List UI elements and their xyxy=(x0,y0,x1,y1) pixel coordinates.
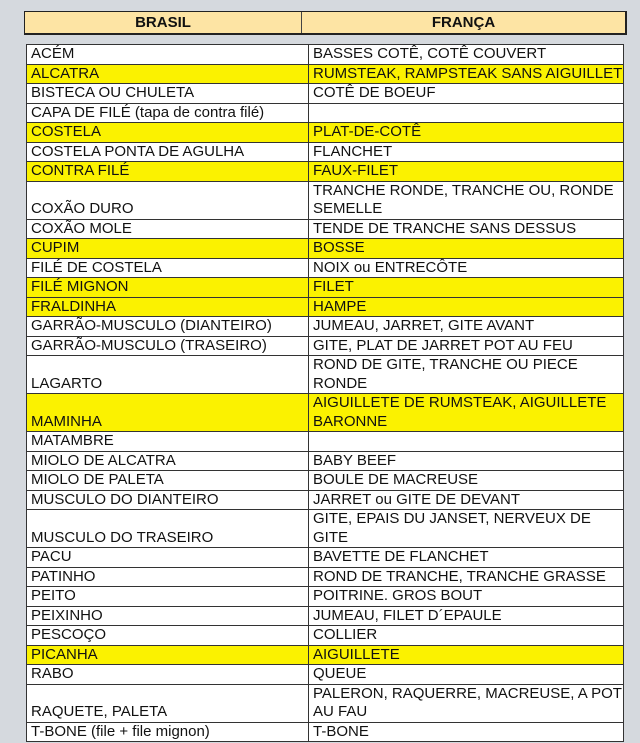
cell-brasil: CONTRA FILÉ xyxy=(27,162,309,182)
cell-brasil: RABO xyxy=(27,665,309,685)
table-row xyxy=(27,356,624,394)
cell-brasil: FRALDINHA xyxy=(27,297,309,317)
cell-franca: JARRET ou GITE DE DEVANT xyxy=(309,490,624,510)
cell-brasil: MATAMBRE xyxy=(27,432,309,452)
cell-franca: RUMSTEAK, RAMPSTEAK SANS AIGUILLET xyxy=(309,64,624,84)
cell-brasil: ACÉM xyxy=(27,45,309,65)
table-row xyxy=(27,142,624,162)
cell-franca: JUMEAU, FILET D´EPAULE xyxy=(309,606,624,626)
cell-franca xyxy=(309,432,624,452)
cell-franca: T-BONE xyxy=(309,722,624,742)
cell-brasil: COSTELA PONTA DE AGULHA xyxy=(27,142,309,162)
table-row xyxy=(27,567,624,587)
cell-franca: POITRINE. GROS BOUT xyxy=(309,587,624,607)
cell-franca: AIGUILLETE DE RUMSTEAK, AIGUILLETE BARONNE xyxy=(309,394,624,432)
cell-brasil: RAQUETE, PALETA xyxy=(27,684,309,722)
cell-franca: GITE, EPAIS DU JANSET, NERVEUX DE GITE xyxy=(309,510,624,548)
cell-brasil: MAMINHA xyxy=(27,394,309,432)
table-row xyxy=(27,84,624,104)
table-row xyxy=(27,258,624,278)
cuts-table xyxy=(26,44,624,742)
cell-brasil: FILÉ MIGNON xyxy=(27,278,309,298)
cell-franca: BABY BEEF xyxy=(309,451,624,471)
table-row xyxy=(27,64,624,84)
cell-franca: BOULE DE MACREUSE xyxy=(309,471,624,491)
cell-franca: FILET xyxy=(309,278,624,298)
table-row xyxy=(27,394,624,432)
cell-brasil: MIOLO DE PALETA xyxy=(27,471,309,491)
cell-brasil: MIOLO DE ALCATRA xyxy=(27,451,309,471)
cell-franca: PALERON, RAQUERRE, MACREUSE, A POT AU FAU xyxy=(309,684,624,722)
cell-brasil: ALCATRA xyxy=(27,64,309,84)
cell-franca: HAMPE xyxy=(309,297,624,317)
cell-brasil: PATINHO xyxy=(27,567,309,587)
cell-brasil: GARRÃO-MUSCULO (DIANTEIRO) xyxy=(27,317,309,337)
cell-franca: NOIX ou ENTRECÔTE xyxy=(309,258,624,278)
cell-brasil: COXÃO MOLE xyxy=(27,219,309,239)
table-row xyxy=(27,626,624,646)
table-row xyxy=(27,665,624,685)
cell-franca: ROND DE TRANCHE, TRANCHE GRASSE xyxy=(309,567,624,587)
table-row xyxy=(27,587,624,607)
table-row xyxy=(27,451,624,471)
cell-brasil: COSTELA xyxy=(27,123,309,143)
table-row xyxy=(27,432,624,452)
cell-brasil: FILÉ DE COSTELA xyxy=(27,258,309,278)
table-row xyxy=(27,510,624,548)
cell-brasil: BISTECA OU CHULETA xyxy=(27,84,309,104)
table-row xyxy=(27,219,624,239)
cell-brasil: PEIXINHO xyxy=(27,606,309,626)
cell-franca: BAVETTE DE FLANCHET xyxy=(309,548,624,568)
table-row xyxy=(27,645,624,665)
table-row xyxy=(27,278,624,298)
cell-brasil: PESCOÇO xyxy=(27,626,309,646)
table-row xyxy=(27,297,624,317)
cell-brasil: GARRÃO-MUSCULO (TRASEIRO) xyxy=(27,336,309,356)
table-row xyxy=(27,123,624,143)
table-row xyxy=(27,45,624,65)
header-franca: FRANÇA xyxy=(431,14,496,31)
table-row xyxy=(27,239,624,259)
cell-franca: AIGUILLETE xyxy=(309,645,624,665)
table-header xyxy=(24,11,627,35)
cell-brasil: CUPIM xyxy=(27,239,309,259)
table-row xyxy=(27,722,624,742)
cell-franca: BASSES COTÊ, COTÊ COUVERT xyxy=(309,45,624,65)
cell-franca: ROND DE GITE, TRANCHE OU PIECE RONDE xyxy=(309,356,624,394)
cell-brasil: CAPA DE FILÉ (tapa de contra filé) xyxy=(27,103,309,123)
table-row xyxy=(27,490,624,510)
cell-brasil: MUSCULO DO DIANTEIRO xyxy=(27,490,309,510)
table-row xyxy=(27,548,624,568)
table-row xyxy=(27,162,624,182)
cell-brasil: COXÃO DURO xyxy=(27,181,309,219)
table-row xyxy=(27,181,624,219)
cell-franca: BOSSE xyxy=(309,239,624,259)
table-row xyxy=(27,606,624,626)
cell-franca: TRANCHE RONDE, TRANCHE OU, RONDE SEMELLE xyxy=(309,181,624,219)
table-row xyxy=(27,317,624,337)
cell-franca: GITE, PLAT DE JARRET POT AU FEU xyxy=(309,336,624,356)
cell-brasil: PICANHA xyxy=(27,645,309,665)
cell-franca: COTÊ DE BOEUF xyxy=(309,84,624,104)
cell-franca: FLANCHET xyxy=(309,142,624,162)
cell-brasil: LAGARTO xyxy=(27,356,309,394)
cell-brasil: PEITO xyxy=(27,587,309,607)
cell-brasil: T-BONE (file + file mignon) xyxy=(27,722,309,742)
table-row xyxy=(27,103,624,123)
cell-franca: JUMEAU, JARRET, GITE AVANT xyxy=(309,317,624,337)
table-row xyxy=(27,471,624,491)
cell-franca: QUEUE xyxy=(309,665,624,685)
cell-franca: COLLIER xyxy=(309,626,624,646)
cell-brasil: PACU xyxy=(27,548,309,568)
cell-franca: PLAT-DE-COTÊ xyxy=(309,123,624,143)
cell-franca xyxy=(309,103,624,123)
cell-franca: FAUX-FILET xyxy=(309,162,624,182)
table-row xyxy=(27,336,624,356)
cell-franca: TENDE DE TRANCHE SANS DESSUS xyxy=(309,219,624,239)
cell-brasil: MUSCULO DO TRASEIRO xyxy=(27,510,309,548)
table-row xyxy=(27,684,624,722)
header-brasil: BRASIL xyxy=(25,12,302,33)
